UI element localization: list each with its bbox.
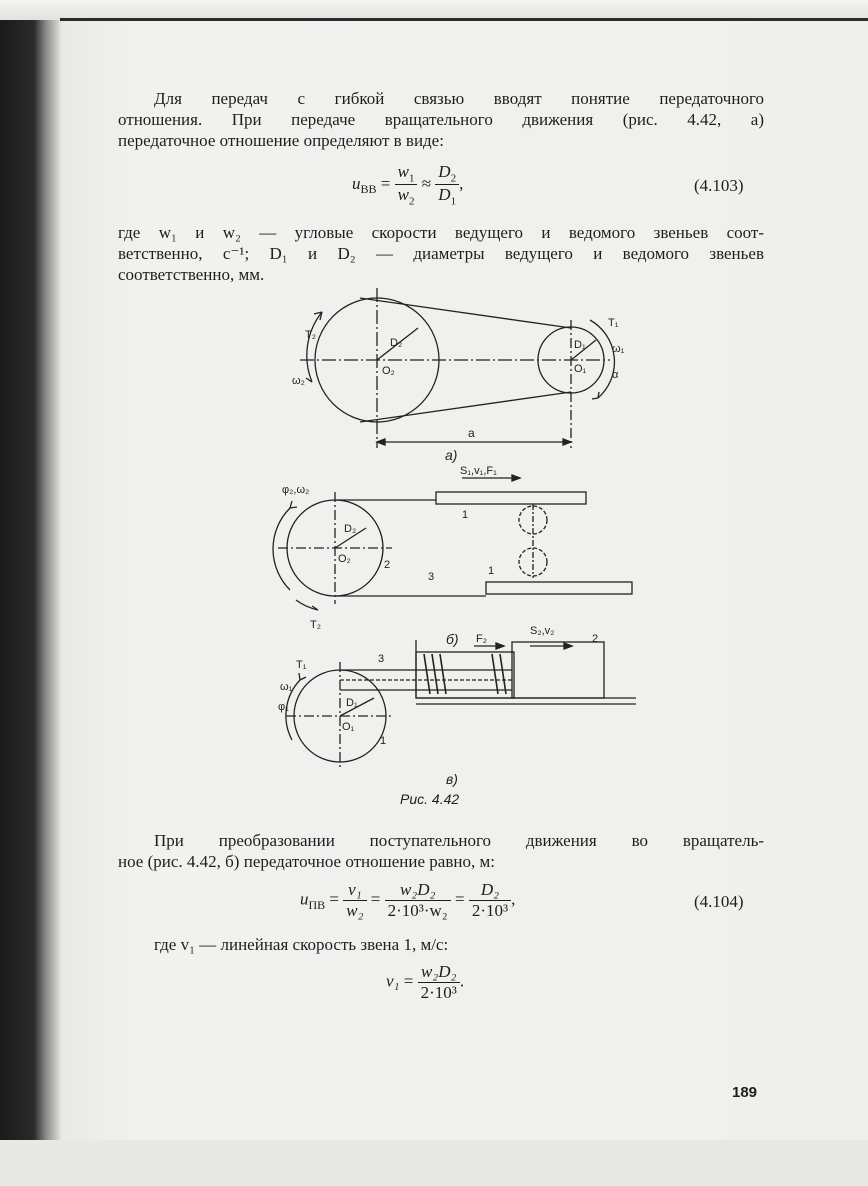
label-T2: T₂ (310, 619, 321, 631)
page-top-margin (0, 0, 868, 20)
text-line: где w₁ и w₂ — угловые скорости ведущего и ведомого звеньев соот- (118, 223, 764, 242)
label-phi2-omega2: φ₂,ω₂ (282, 484, 310, 496)
eq-symbol: D (438, 185, 451, 205)
equation-number-4-103: (4.103) (694, 176, 744, 195)
eq-numerator: w₂D₂ (385, 880, 451, 901)
label-1: 1 (380, 735, 387, 747)
figure-part-c (278, 625, 636, 787)
figure-4-42 (0, 270, 868, 830)
sublabel-a: а) (445, 447, 458, 463)
label-phi1: φ₁ (278, 701, 289, 713)
label-T2: T₂ (305, 329, 316, 341)
eq-numerator: v₁ (343, 880, 366, 901)
label-1b: 1 (488, 565, 495, 577)
text-line: Для передач с гибкой связью вводят понятие передаточного (154, 89, 764, 108)
paragraph-linear-speed (154, 934, 448, 955)
label-T1: T₁ (296, 659, 307, 671)
equation-v1: v₁ = $\frac{\text{w₂D₂}}{\text{2·10³}}$ . (386, 962, 465, 1002)
label-D1: D₁ (574, 339, 586, 351)
equation-4-104: $u_{ПВ}$ = $\frac{\text{v₁}}{\text{w₂}}$ = $\frac{\text{w₂D₂}}{\text{2·10³·w₂}}$ = $\frac{\text{D₂}}{\text{2·10³}}$ , (300, 880, 516, 920)
eq-symbol: w (397, 185, 409, 205)
label-omega1: ω₁ (280, 681, 293, 693)
label-alpha: α (612, 369, 619, 381)
eq-symbol: D (438, 162, 451, 181)
text-line: ветственно, с⁻¹; D₁ и D₂ — диаметры ведущего и ведомого звеньев (118, 244, 764, 263)
label-O1: O₁ (574, 363, 587, 375)
eq-symbol: v₁ (386, 971, 400, 991)
eq-denominator: 2·10³ (420, 983, 457, 1002)
eq-subscript: 2 (408, 195, 415, 208)
text-line: передаточное отношение определяют в виде: (118, 131, 444, 150)
label-3: 3 (428, 571, 435, 583)
eq-denominator: 2·10³·w₂ (387, 901, 448, 920)
paragraph-translation (118, 830, 764, 872)
label-D1: D₁ (346, 697, 358, 709)
label-3: 3 (378, 653, 385, 665)
page-number: 189 (732, 1084, 758, 1101)
label-D2: D₂ (344, 523, 357, 535)
label-S2-v2: S₂,v₂ (530, 625, 555, 637)
sublabel-c: в) (446, 771, 458, 787)
eq-denominator: w₂ (346, 901, 364, 920)
eq-subscript: ВВ (360, 182, 377, 197)
text-line: соответственно, мм. (118, 265, 265, 284)
label-O2: O₂ (338, 553, 351, 565)
equation-number-4-104: (4.104) (694, 892, 744, 911)
label-omega2: ω₂ (292, 375, 305, 387)
label-a: a (468, 426, 475, 440)
figure-part-b (273, 465, 632, 647)
label-O2: O₂ (382, 365, 395, 377)
figure-part-a (292, 288, 625, 463)
figure-caption: Рис. 4.42 (400, 791, 460, 807)
eq-symbol: u (352, 173, 361, 193)
eq-subscript: 1 (450, 195, 457, 208)
text-line: ное (рис. 4.42, б) передаточное отношение равно, м: (118, 852, 495, 871)
label-S1-v1-F1: S₁,v₁,F₁ (460, 465, 497, 477)
label-1: 1 (462, 509, 469, 521)
eq-denominator: 2·10³ (471, 901, 509, 920)
label-D2: D₂ (390, 337, 403, 349)
eq-symbol: w (397, 162, 409, 181)
label-T1: T₁ (608, 317, 619, 329)
paragraph-intro (118, 88, 764, 151)
text-line: где v₁ — линейная скорость звена 1, м/с: (154, 935, 449, 954)
text-line: При преобразовании поступательного движения во вращатель- (154, 831, 764, 850)
equation-4-103: $u_{ВВ}$ = $\frac{w_1}{w_2}$ ≈ $\frac{D_2}{D_1}$ , (352, 162, 464, 208)
page-bottom-margin (0, 1140, 868, 1186)
eq-numerator: D₂ (469, 880, 511, 901)
eq-subscript: ПВ (308, 897, 326, 912)
eq-symbol: u (300, 889, 309, 909)
eq-subscript: 1 (408, 172, 415, 185)
text-line: отношения. При передаче вращательного движения (рис. 4.42, а) (118, 110, 764, 129)
page-top-rule (60, 18, 868, 21)
eq-numerator: w₂D₂ (418, 962, 460, 983)
label-F2: F₂ (476, 633, 487, 645)
label-omega1: ω₁ (612, 343, 625, 355)
label-2: 2 (384, 559, 391, 571)
sublabel-b: б) (446, 631, 459, 647)
eq-subscript: 2 (450, 172, 457, 185)
label-O1: O₁ (342, 721, 355, 733)
label-2: 2 (592, 633, 599, 645)
